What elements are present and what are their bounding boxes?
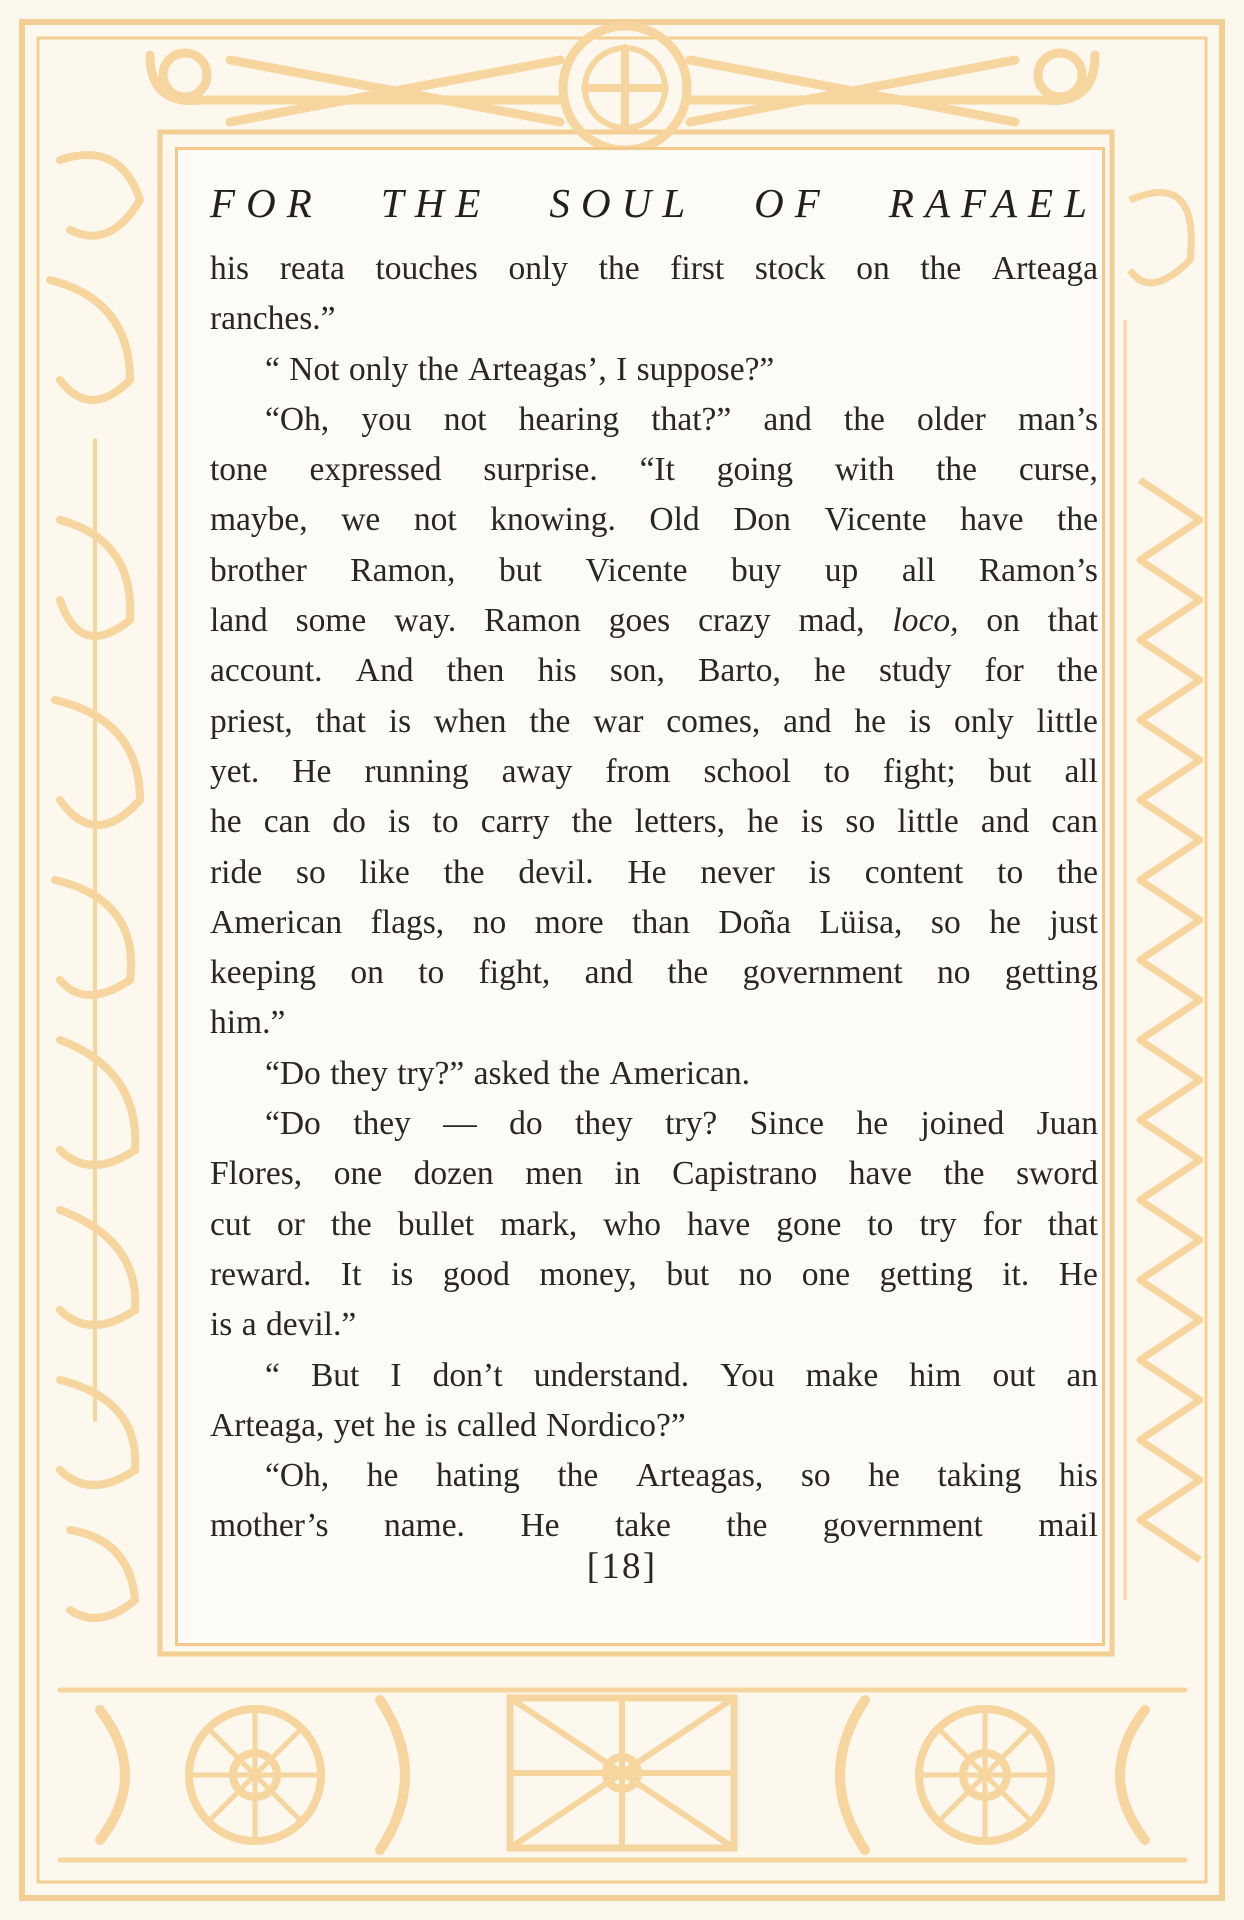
running-head-word: OF: [754, 180, 831, 226]
text-line: Flores, one dozen men in Capistrano have the sword: [210, 1155, 1098, 1193]
text-line: maybe, we not knowing. Old Don Vicente have the: [210, 501, 1098, 539]
bottom-ornament: [60, 1690, 1185, 1860]
left-column-ornament: [50, 155, 140, 1618]
text-line: “Do they try?” asked the American.: [265, 1054, 750, 1092]
text-line: ranches.”: [210, 300, 336, 338]
text-line: Arteaga, yet he is called Nordico?”: [210, 1406, 686, 1444]
text-line: land some way. Ramon goes crazy mad, loco, on that: [210, 602, 1098, 640]
running-head-word: THE: [380, 180, 492, 226]
running-head: [210, 178, 1098, 228]
text-line: yet. He running away from school to fight; but all: [210, 752, 1098, 790]
text-line: is a devil.”: [210, 1306, 357, 1344]
text-line: he can do is to carry the letters, he is so little and can: [210, 803, 1098, 841]
text-line: “ Not only the Arteagas’, I suppose?”: [265, 350, 775, 388]
text-line: cut or the bullet mark, who have gone to try for that: [210, 1205, 1098, 1243]
text-line: keeping on to fight, and the government no getting: [210, 954, 1098, 992]
text-line: “ But I don’t understand. You make him out an: [265, 1356, 1098, 1394]
text-line: mother’s name. He take the government mail: [210, 1507, 1098, 1545]
text-line: American flags, no more than Doña Lüisa, so he just: [210, 903, 1098, 941]
body-text: [210, 244, 1098, 1552]
running-head-word: RAFAEL: [888, 180, 1098, 226]
text-line: his reata touches only the first stock on the Arteaga: [210, 250, 1098, 287]
text-line: priest, that is when the war comes, and he is only little: [210, 702, 1098, 740]
text-line: tone expressed surprise. “It going with the curse,: [210, 451, 1098, 489]
text-line: reward. It is good money, but no one getting it. He: [210, 1255, 1098, 1293]
text-line: “Oh, he hating the Arteagas, so he taking his: [265, 1457, 1098, 1495]
text-line: him.”: [210, 1004, 286, 1042]
text-line: “Oh, you not hearing that?” and the older man’s: [265, 400, 1098, 438]
running-head-word: SOUL: [549, 180, 697, 226]
text-line: brother Ramon, but Vicente buy up all Ramon’s: [210, 551, 1098, 589]
right-column-ornament: [1125, 193, 1200, 1601]
text-line: account. And then his son, Barto, he study for the: [210, 652, 1098, 690]
text-line: ride so like the devil. He never is content to the: [210, 853, 1098, 891]
running-head-word: FOR: [210, 180, 323, 226]
text-line: “Do they — do they try? Since he joined Juan: [265, 1105, 1098, 1143]
page-number: [18]: [586, 1546, 658, 1587]
